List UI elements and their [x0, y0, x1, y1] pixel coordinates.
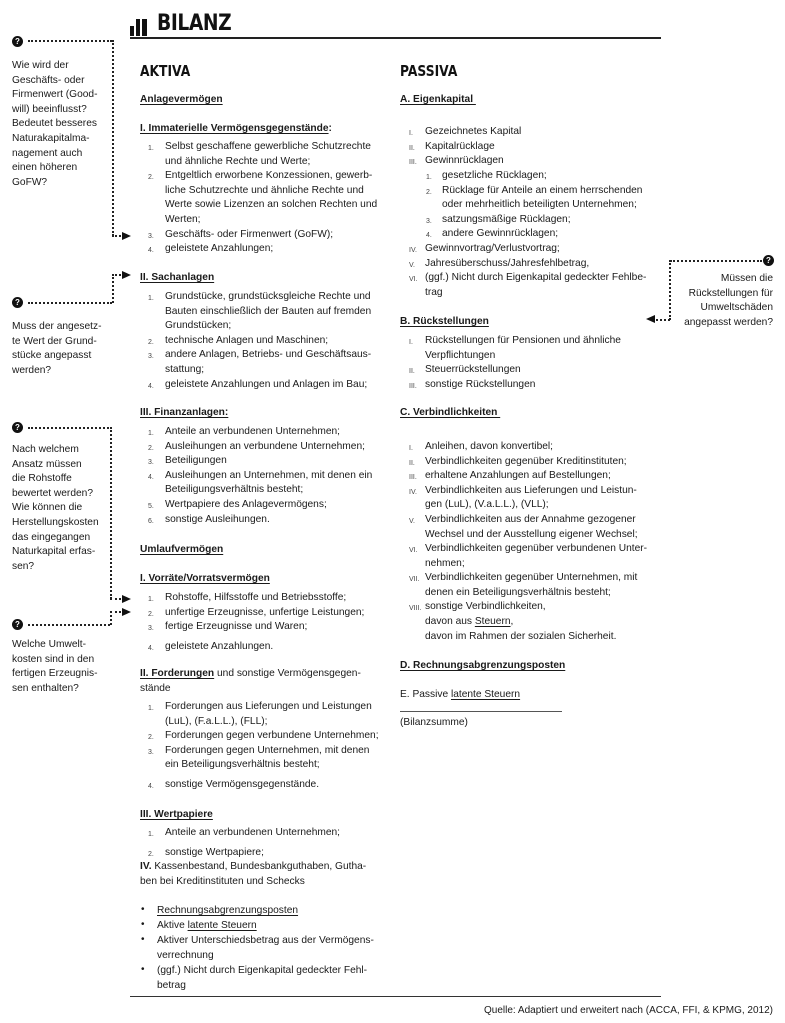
list-number: 3. [426, 217, 432, 225]
list-item-text: Jahresüberschuss/Jahresfehlbetrag, [425, 257, 590, 269]
list-item-text: oder mehrheitlich beteiligten Unternehmen; [442, 199, 637, 211]
annotation-text: einen höheren [12, 162, 78, 174]
list-number: II. [409, 368, 415, 376]
page-title: BILANZ [157, 11, 232, 36]
list-item-text: Wertpapiere des Anlagevermögens; [165, 499, 327, 510]
list-item-text: gesetzliche Rücklagen; [442, 170, 547, 181]
list-number: VII. [409, 576, 420, 584]
question-icon: ? [763, 255, 774, 266]
list-item-text: Selbst geschaffene gewerbliche Schutzrechte [165, 141, 371, 152]
vorraete-heading: I. Vorräte/Vorratsvermögen [140, 573, 270, 584]
list-number: III. [409, 382, 417, 390]
connector-line [112, 274, 121, 276]
list-item-text: Anteile an verbundenen Unternehmen; [165, 827, 341, 838]
list-number: II. [409, 144, 415, 152]
annotation-text: fertigen Erzeugnis- [12, 668, 98, 680]
annotation-text: die Rohstoffe [12, 473, 72, 485]
list-item-text: Rücklage für Anteile an einem herrschenden [442, 184, 643, 196]
bullet-rap [157, 904, 298, 919]
source-citation: Quelle: Adaptiert und erweitert nach (ACCA, FFI, & KPMG, 2012) [483, 1005, 773, 1016]
list-number: III. [409, 474, 417, 482]
annotation-text: Bedeutet besseres [12, 118, 97, 130]
connector-line [28, 427, 112, 429]
annotation-text: stücke angepasst [12, 350, 92, 362]
list-item-text: sonstige Vermögensgegenstände. [165, 779, 320, 790]
wertpapiere-heading: III. Wertpapiere [140, 809, 213, 820]
list-item-text: erhaltene Anzahlungen auf Bestellungen; [425, 470, 611, 482]
list-number: 4. [148, 473, 154, 481]
list-item-text: denen ein Beteiligungsverhältnis besteht; [425, 587, 611, 598]
list-item-text: gen (LuL), (V.a.L.L.), (VLL); [425, 499, 549, 511]
connector-line [656, 319, 670, 321]
list-item-text: Ausleihungen an Unternehmen, mit denen ein [165, 469, 373, 481]
bar-chart-icon [130, 16, 147, 36]
list-item-text: Beteiligungsverhältnis besteht; [165, 484, 304, 496]
arrow-left-icon [646, 315, 655, 323]
eigenkapital-heading: A. Eigenkapital [400, 94, 476, 105]
list-item-text: trag [425, 286, 443, 298]
bullet-icon: • [141, 934, 145, 945]
annotation-text: Umweltschäden [700, 302, 773, 314]
annotation-text: Müssen die [720, 273, 773, 284]
list-item-text: Anleihen, davon konvertibel; [425, 441, 553, 452]
bullet-icon: • [141, 964, 145, 975]
davon-steuern: davon aus Steuern, [425, 616, 514, 627]
list-item-text: satzungsmäßige Rücklagen; [442, 213, 571, 225]
list-number: 2. [426, 188, 432, 196]
list-item-text: Grundstücke, grundstücksgleiche Rechte und [165, 291, 371, 302]
finanzanlagen-heading: III. Finanzanlagen: [140, 407, 229, 418]
list-item-text: stattung; [165, 364, 205, 375]
sonstige-verbindlichkeiten: sonstige Verbindlichkeiten, [425, 601, 546, 612]
list-number: I. [409, 339, 413, 346]
list-number: VI. [409, 276, 418, 284]
list-number: 3. [148, 232, 154, 240]
list-number: 4. [148, 644, 154, 652]
connector-line [110, 427, 112, 599]
bilanzsumme: (Bilanzsumme) [400, 717, 468, 728]
list-item-text: (LuL), (F.a.L.L.), (FLL); [165, 715, 268, 727]
list-number: 4. [148, 382, 154, 390]
list-number: 3. [148, 748, 154, 756]
annotation-text: bewertet werden? [12, 487, 93, 499]
list-number: II. [409, 459, 415, 467]
passiva-heading: PASSIVA [400, 62, 458, 80]
connector-line [670, 260, 762, 262]
list-item-text: Entgeltlich erworbene Konzessionen, gewerb- [165, 170, 373, 182]
list-item-text: unfertige Erzeugnisse, unfertige Leistungen; [165, 606, 365, 618]
annotation-text: Muss der angesetz- [12, 321, 102, 332]
question-icon: ? [12, 619, 23, 630]
anlagevermoegen-heading: Anlagevermögen [140, 94, 223, 105]
list-item-text: Verbindlichkeiten gegenüber Kreditinstituten; [425, 455, 627, 467]
header-divider [130, 37, 661, 39]
list-item-text: andere Gewinnrücklagen; [442, 228, 559, 240]
list-number: 2. [148, 734, 154, 742]
forderungen-heading: II. Forderungen und sonstige Vermögensgegen- [140, 668, 361, 679]
list-item-text: Beteiligungen [165, 455, 227, 467]
annotation-text: kosten sind in den [12, 653, 95, 665]
list-item-text: sonstige Ausleihungen. [165, 513, 270, 525]
rap-link[interactable]: Rechnungsabgrenzungsposten [157, 905, 299, 916]
connector-line [28, 302, 112, 304]
annotation-text: sen enthalten? [12, 682, 79, 694]
connector-line [28, 624, 110, 626]
connector-line [110, 598, 121, 600]
aktiva-heading: AKTIVA [140, 62, 191, 80]
list-item-text: nehmen; [425, 557, 465, 569]
sum-divider [400, 711, 562, 712]
connector-line [112, 274, 114, 303]
list-number: IV. [409, 247, 417, 254]
annotation-text: sen? [12, 560, 35, 572]
list-number: 1. [148, 831, 154, 838]
page-header [130, 8, 244, 36]
list-number: 3. [148, 353, 154, 361]
list-number: 4. [148, 247, 154, 255]
rueckstellungen-heading: B. Rückstellungen [400, 316, 489, 327]
sachanlagen-heading: II. Sachanlagen [140, 272, 215, 283]
list-number: V. [409, 518, 415, 525]
list-number: 2. [148, 174, 154, 182]
annotation-text: te Wert der Grund- [12, 335, 97, 347]
annotation-text: Naturkapital erfas- [12, 546, 96, 558]
annotation-text: Firmenwert (Good- [12, 89, 98, 101]
list-item-text: (ggf.) Nicht durch Eigenkapital gedeckter Fehlbe- [425, 272, 647, 284]
list-number: 4. [426, 232, 432, 240]
list-item-text: Gewinnvortrag/Verlustvortrag; [425, 243, 560, 254]
forderungen-heading-line2: stände [140, 683, 171, 694]
list-item-text: Forderungen aus Lieferungen und Leistungen [165, 701, 372, 712]
list-number: 4. [148, 783, 154, 790]
list-number: 1. [148, 430, 154, 437]
list-number: 1. [426, 174, 432, 181]
list-item-text: sonstige Rückstellungen [425, 378, 536, 390]
list-item-text: und ähnliche Rechte und Werte; [165, 155, 311, 167]
list-item-text: Forderungen gegen Unternehmen, mit denen [165, 744, 370, 756]
list-item-text: Wechsel und der Ausstellung eigener Wechsel; [425, 528, 638, 540]
list-number: V. [409, 261, 415, 269]
list-item-text: geleistete Anzahlungen. [165, 640, 274, 652]
connector-line [112, 235, 121, 237]
annotation-text: werden? [12, 364, 52, 376]
bullet-icon: • [141, 904, 145, 915]
list-item-text: Verbindlichkeiten aus Lieferungen und Leistun- [425, 484, 637, 496]
steuern-link[interactable]: Steuern [474, 616, 511, 627]
list-number: 5. [148, 503, 154, 510]
list-item-text: Werte sowie Lizenzen an solchen Rechten und [165, 199, 378, 211]
list-number: 1. [148, 145, 154, 152]
list-item-text: Rückstellungen für Pensionen und ähnliche [425, 335, 621, 346]
list-item-text: Forderungen gegen verbundene Unternehmen; [165, 730, 379, 742]
question-icon: ? [12, 422, 23, 433]
list-item-text: geleistete Anzahlungen und Anlagen im Bau; [165, 378, 368, 390]
list-item-text: ein Beteiligungsverhältnis besteht; [165, 759, 320, 771]
connector-line [112, 40, 114, 236]
arrow-right-icon [122, 608, 131, 616]
bullet-fehlbetrag-line2: betrag [157, 980, 186, 991]
list-number: IV. [409, 488, 417, 496]
bullet-latente-steuern: Aktive latente Steuern [157, 920, 257, 931]
immaterielle-heading: I. Immaterielle Vermögensgegenstände: [140, 123, 332, 134]
list-number: 3. [148, 459, 154, 467]
connector-line [669, 260, 671, 320]
list-number: III. [409, 159, 417, 167]
list-number: 1. [148, 596, 154, 603]
list-item-text: Gezeichnetes Kapital [425, 126, 522, 137]
list-number: I. [409, 130, 413, 137]
arrow-right-icon [122, 271, 131, 279]
list-item-text: Steuerrückstellungen [425, 364, 521, 376]
kasse-line2: ben bei Kreditinstituten und Schecks [140, 876, 305, 887]
list-number: VIII. [409, 605, 422, 612]
footer-divider [130, 996, 661, 997]
question-icon: ? [12, 297, 23, 308]
list-item-text: sonstige Wertpapiere; [165, 846, 264, 858]
verbindlichkeiten-heading: C. Verbindlichkeiten [400, 407, 501, 418]
list-item-text: technische Anlagen und Maschinen; [165, 334, 329, 346]
annotation-text: Wie können die [12, 502, 83, 514]
bullet-fehlbetrag: (ggf.) Nicht durch Eigenkapital gedeckter Fehl- [157, 965, 368, 976]
list-item-text: Ausleihungen an verbundene Unternehmen; [165, 440, 365, 452]
arrow-right-icon [122, 595, 131, 603]
umlaufvermoegen-heading: Umlaufvermögen [140, 544, 224, 555]
annotation-text: Ansatz müssen [12, 458, 82, 470]
list-item-text: Verpflichtungen [425, 349, 496, 361]
list-item-text: Anteile an verbundenen Unternehmen; [165, 426, 341, 437]
annotation-text: GoFW? [12, 176, 48, 188]
list-item-text: Verbindlichkeiten aus der Annahme gezogener [425, 514, 636, 525]
list-number: 2. [148, 338, 154, 346]
question-icon: ? [12, 36, 23, 47]
list-item-text: Bauten einschließlich der Bauten auf fremden [165, 305, 372, 317]
list-number: 2. [148, 850, 154, 858]
list-item-text: Verbindlichkeiten gegenüber verbundenen Unter- [425, 543, 648, 555]
list-item-text: geleistete Anzahlungen; [165, 243, 274, 255]
kasse-line1: IV. Kassenbestand, Bundesbankguthaben, Gutha- [140, 861, 367, 872]
list-number: 2. [148, 444, 154, 452]
annotation-text: Wie wird der [12, 60, 69, 71]
list-item-text: Grundstücken; [165, 320, 232, 332]
list-number: 2. [148, 610, 154, 618]
list-number: 6. [148, 517, 154, 525]
list-item-text: liche Schutzrechte und ähnliche Rechte und [165, 184, 364, 196]
list-item-text: Rohstoffe, Hilfsstoffe und Betriebsstoffe; [165, 592, 347, 603]
bullet-unterschiedsbetrag: Aktiver Unterschiedsbetrag aus der Vermögens- [157, 935, 374, 946]
passive-latente-steuern-link[interactable]: latente Steuern [450, 689, 521, 700]
annotation-text: Geschäfts- oder [12, 74, 85, 86]
connector-line [110, 611, 112, 625]
list-number: VI. [409, 547, 418, 555]
list-item-text: Werten; [165, 214, 201, 225]
list-item-text: fertige Erzeugnisse und Waren; [165, 621, 308, 633]
list-item-text: Kapitalrücklage [425, 140, 495, 152]
bullet-icon: • [141, 919, 145, 930]
rap-heading: D. Rechnungsabgrenzungsposten [400, 660, 566, 671]
connector-line [28, 40, 112, 42]
list-item-text: Verbindlichkeiten gegenüber Unternehmen, mit [425, 572, 638, 584]
list-item-text: Gewinnrücklagen [425, 155, 504, 167]
list-number: 3. [148, 625, 154, 633]
annotation-text: angepasst werden? [684, 316, 773, 328]
annotation-text: Rückstellungen für [688, 287, 773, 299]
annotation-text: Nach welchem [12, 444, 79, 455]
list-item-text: andere Anlagen, Betriebs- und Geschäftsaus- [165, 349, 372, 361]
list-number: I. [409, 445, 413, 452]
list-number: 1. [148, 705, 154, 712]
annotation-text: das eingegangen [12, 531, 91, 543]
annotation-text: nagement auch [12, 147, 83, 159]
annotation-text: will) beeinflusst? [12, 103, 87, 115]
list-item-text: Geschäfts- oder Firmenwert (GoFW); [165, 228, 334, 240]
passive-latente-steuern: E. Passive latente Steuern [400, 689, 521, 700]
arrow-right-icon [122, 232, 131, 240]
annotation-text: Naturakapitalma- [12, 133, 90, 144]
list-number: 1. [148, 295, 154, 302]
latente-steuern-link[interactable]: latente Steuern [187, 920, 257, 931]
annotation-text: Herstellungskosten [12, 517, 99, 528]
connector-line [110, 611, 121, 613]
bullet-unterschiedsbetrag-line2: verrechnung [157, 950, 214, 961]
davon-soziale-sicherheit: davon im Rahmen der sozialen Sicherheit. [425, 631, 617, 642]
annotation-text: Welche Umwelt- [12, 639, 86, 650]
